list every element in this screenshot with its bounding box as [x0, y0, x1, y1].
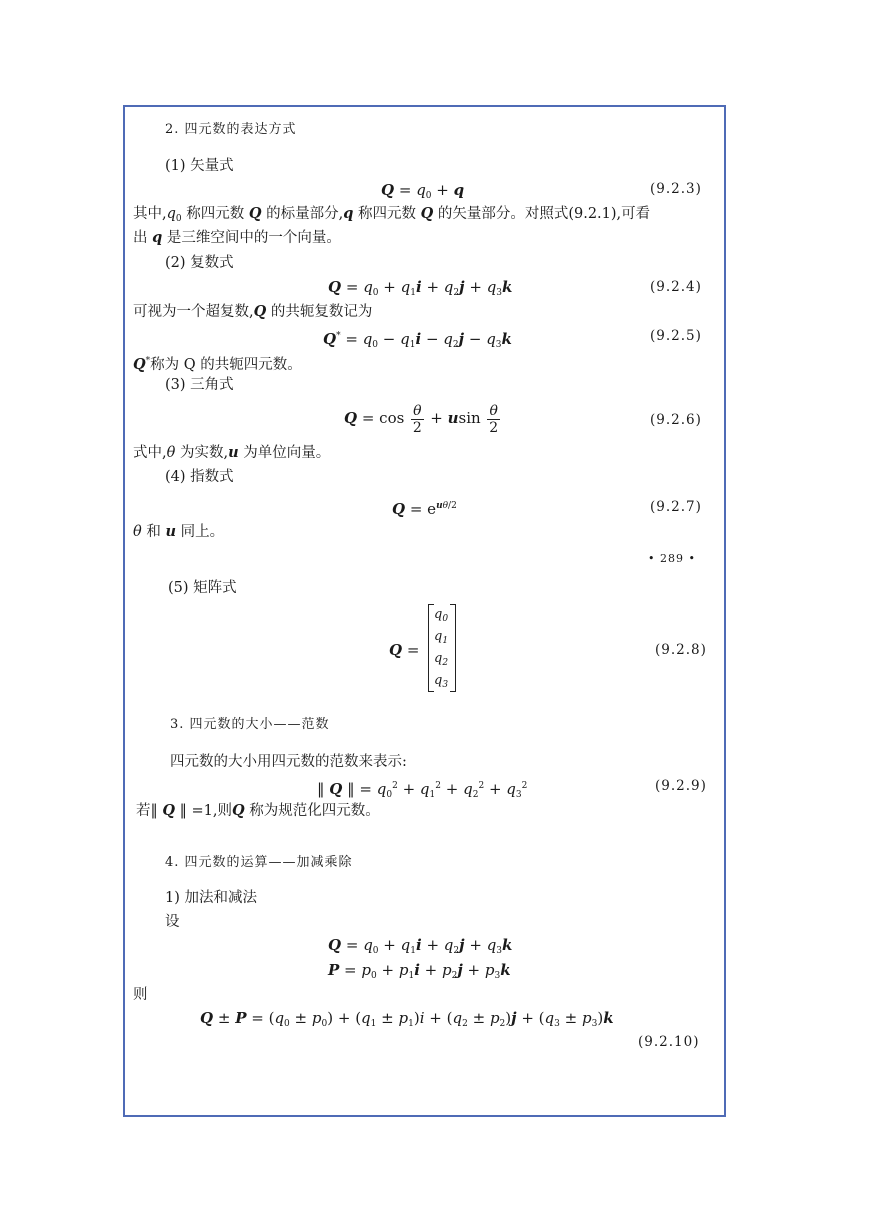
- section-heading-2: 2. 四元数的表达方式: [165, 122, 297, 137]
- paragraph-conjugate-desc: Q*称为 Q 的共轭四元数。: [133, 356, 302, 373]
- paragraph-vector-desc-1: 其中$,q_0$ 称四元数 Q 的标量部分,q 称四元数 Q 的矢量部分。对照式(9.2.1),可看: [133, 205, 651, 224]
- equation-vector-form: $Q = q_0 + q$: [381, 181, 465, 201]
- text-then: 则: [133, 987, 148, 1003]
- eq-number: (9.2.10): [638, 1034, 700, 1050]
- equation-matrix-lhs: Q =: [389, 641, 420, 659]
- equation-conjugate: $Q^* = q_0 - q_1i - q_2j - q_3k$: [323, 330, 512, 350]
- eq-number: (9.2.8): [655, 642, 707, 658]
- eq-number: (9.2.5): [650, 328, 702, 344]
- subsection-matrix-form: (5) 矩阵式: [168, 580, 237, 596]
- paragraph-complex-desc: 可视为一个超复数,Q 的共轭复数记为: [133, 303, 373, 320]
- equation-trig-form: Q = cos $\frac{\theta}{2}$ + usin $\frac{\theta}{2}$: [344, 402, 499, 436]
- subsection-add-sub: 1) 加法和减法: [165, 890, 257, 906]
- subsection-trig-form: (3) 三角式: [165, 377, 234, 393]
- paragraph-norm-intro: 四元数的大小用四元数的范数来表示:: [170, 754, 407, 770]
- section-heading-3: 3. 四元数的大小——范数: [170, 717, 330, 732]
- equation-P: $P = p_0 + p_1i + p_2j + p_3k$: [328, 961, 511, 981]
- paragraph-vector-desc-2: 出 q 是三维空间中的一个向量。: [133, 229, 341, 246]
- paragraph-norm-desc: 若‖ Q ‖ =1,则Q 称为规范化四元数。: [136, 802, 380, 819]
- section-heading-4: 4. 四元数的运算——加减乘除: [165, 855, 353, 870]
- eq-number: (9.2.7): [650, 499, 702, 515]
- page-number: • 289 •: [648, 552, 696, 565]
- paragraph-exp-desc: θ 和 u 同上。: [133, 523, 225, 540]
- paragraph-trig-desc: 式中,θ 为实数,u 为单位向量。: [133, 444, 331, 461]
- eq-number: (9.2.3): [650, 181, 702, 197]
- text-let: 设: [165, 914, 180, 930]
- eq-number: (9.2.9): [655, 778, 707, 794]
- subsection-vector-form: (1) 矢量式: [165, 158, 234, 174]
- matrix-column-vector: $q_0$ $q_1$ $q_2$ $q_3$: [428, 604, 456, 692]
- equation-Q: $Q = q_0 + q_1i + q_2j + q_3k$: [328, 936, 513, 956]
- subsection-complex-form: (2) 复数式: [165, 255, 234, 271]
- eq-number: (9.2.4): [650, 279, 702, 295]
- equation-exp-form: $Q = e^{u\theta/2}$: [392, 500, 457, 518]
- subsection-exp-form: (4) 指数式: [165, 469, 234, 485]
- equation-complex-form: $Q = q_0 + q_1i + q_2j + q_3k$: [328, 278, 513, 298]
- equation-add-sub: $Q \pm P = (q_0 \pm p_0) + (q_1 \pm p_1)i + (q_2 \pm p_2)j + (q_3 \pm p_3)k$: [200, 1009, 614, 1029]
- equation-norm: ‖ Q ‖ = $q_0^2 + q_1^2 + q_2^2 + q_3^2$: [317, 780, 528, 800]
- eq-number: (9.2.6): [650, 412, 702, 428]
